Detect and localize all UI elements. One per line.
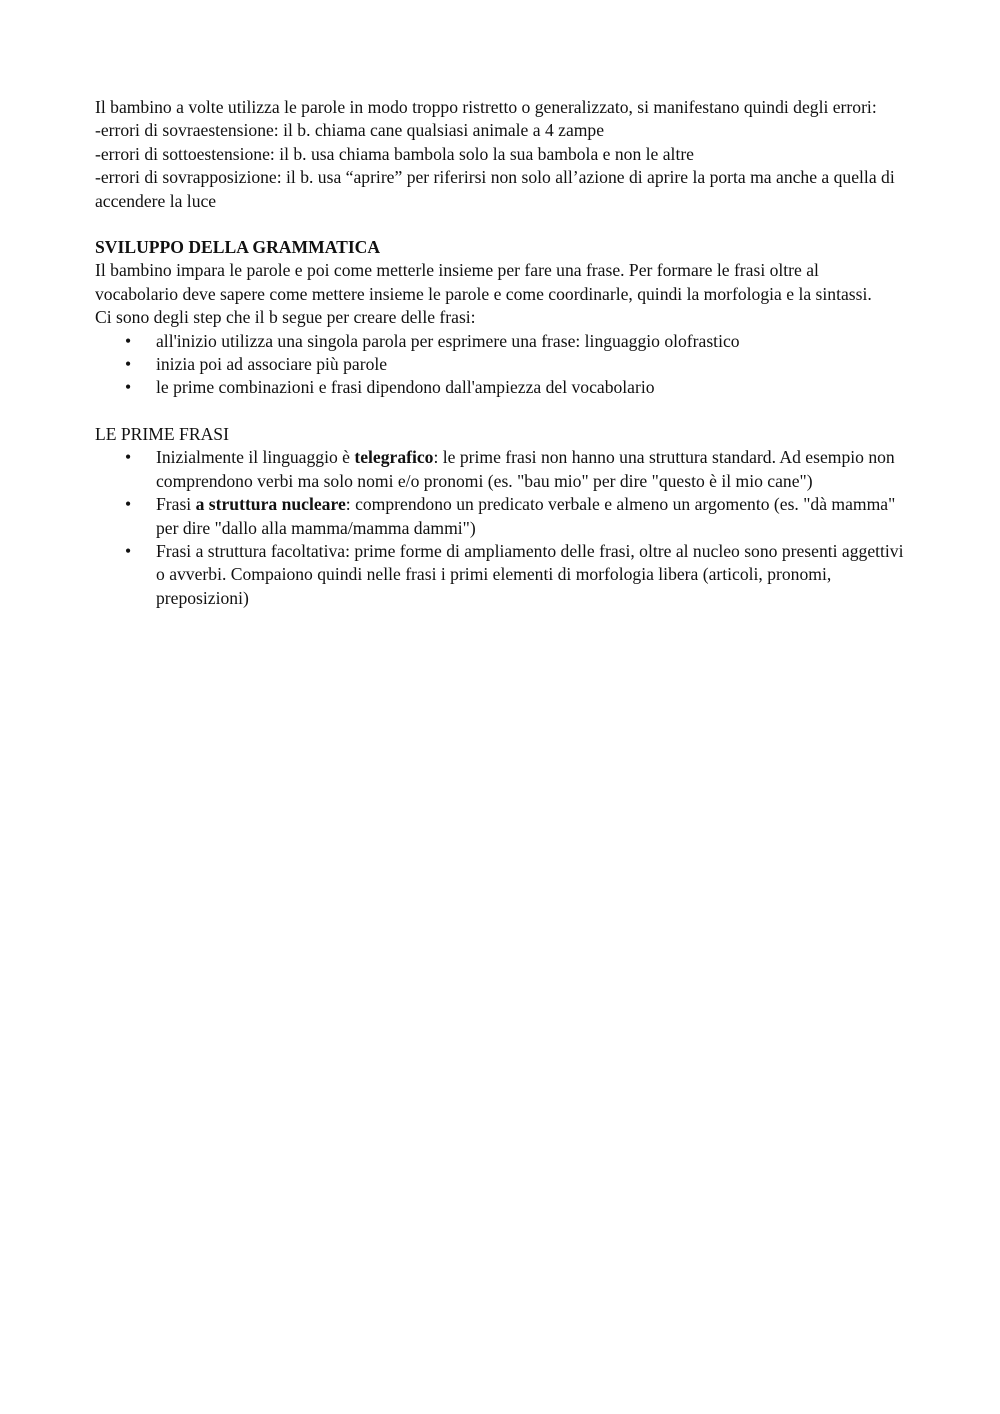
spacer	[95, 213, 905, 236]
bullet-icon: •	[125, 540, 132, 561]
bullet-icon: •	[125, 447, 132, 468]
grammar-section	[95, 236, 905, 400]
first-sentences-section	[95, 423, 905, 610]
document-page	[95, 96, 905, 610]
list-item-text-start: Frasi	[156, 494, 196, 515]
first-sentences-heading: LE PRIME FRASI	[95, 423, 229, 444]
list-item-text: inizia poi ad associare più parole	[156, 354, 388, 375]
spacer	[95, 400, 905, 423]
term-telegrafico: telegrafico	[354, 447, 434, 468]
list-item-text: all'inizio utilizza una singola parola per esprimere una frase: linguaggio olofrastico	[156, 330, 740, 351]
list-item	[95, 376, 905, 399]
bullet-icon: •	[125, 377, 132, 398]
list-item-text: Frasi a struttura facoltativa: prime forme di ampliamento delle frasi, oltre al nucleo sono presenti aggettivi o avverbi. Compaiono quindi nelle frasi i primi elementi di morfologia libera (articoli, pronomi, preposizioni)	[156, 540, 904, 608]
grammar-steps-intro: Ci sono degli step che il b segue per creare delle frasi:	[95, 307, 476, 328]
grammar-paragraph: Il bambino impara le parole e poi come metterle insieme per fare una frase. Per formare le frasi oltre al vocabolario deve sapere come mettere insieme le parole e come coordinarle, quindi la morfologia e la sintassi.	[95, 260, 872, 304]
error-underextension: -errori di sottoestensione: il b. usa chiama bambola solo la sua bambola e non le altre	[95, 143, 694, 164]
list-item	[95, 330, 905, 353]
list-item	[95, 446, 905, 493]
grammar-heading: SVILUPPO DELLA GRAMMATICA	[95, 237, 381, 258]
list-item-text-end: : comprendono un predicato verbale e almeno un argomento (es. "dà mamma" per dire "dallo alla mamma/mamma dammi")	[156, 494, 896, 538]
intro-paragraph: Il bambino a volte utilizza le parole in modo troppo ristretto o generalizzato, si manifestano quindi degli errori:	[95, 97, 877, 117]
list-item-text: le prime combinazioni e frasi dipendono dall'ampiezza del vocabolario	[156, 377, 655, 398]
grammar-steps-list	[95, 330, 905, 400]
list-item-text-end: : le prime frasi non hanno una struttura standard. Ad esempio non comprendono verbi ma solo nomi e/o pronomi (es. "bau mio" per dire "questo è il mio cane")	[156, 447, 895, 491]
error-overextension: -errori di sovraestensione: il b. chiama cane qualsiasi animale a 4 zampe	[95, 120, 605, 141]
error-overlap: -errori di sovrapposizione: il b. usa “aprire” per riferirsi non solo all’azione di aprire la porta ma anche a quella di accendere la luce	[95, 167, 895, 211]
term-struttura-nucleare: a struttura nucleare	[195, 494, 346, 515]
list-item	[95, 353, 905, 376]
list-item	[95, 493, 905, 540]
bullet-icon: •	[125, 330, 132, 351]
first-sentences-list	[95, 446, 905, 610]
bullet-icon: •	[125, 354, 132, 375]
intro-section	[95, 96, 905, 213]
list-item	[95, 540, 905, 610]
bullet-icon: •	[125, 494, 132, 515]
list-item-text-start: Inizialmente il linguaggio è	[156, 447, 355, 468]
